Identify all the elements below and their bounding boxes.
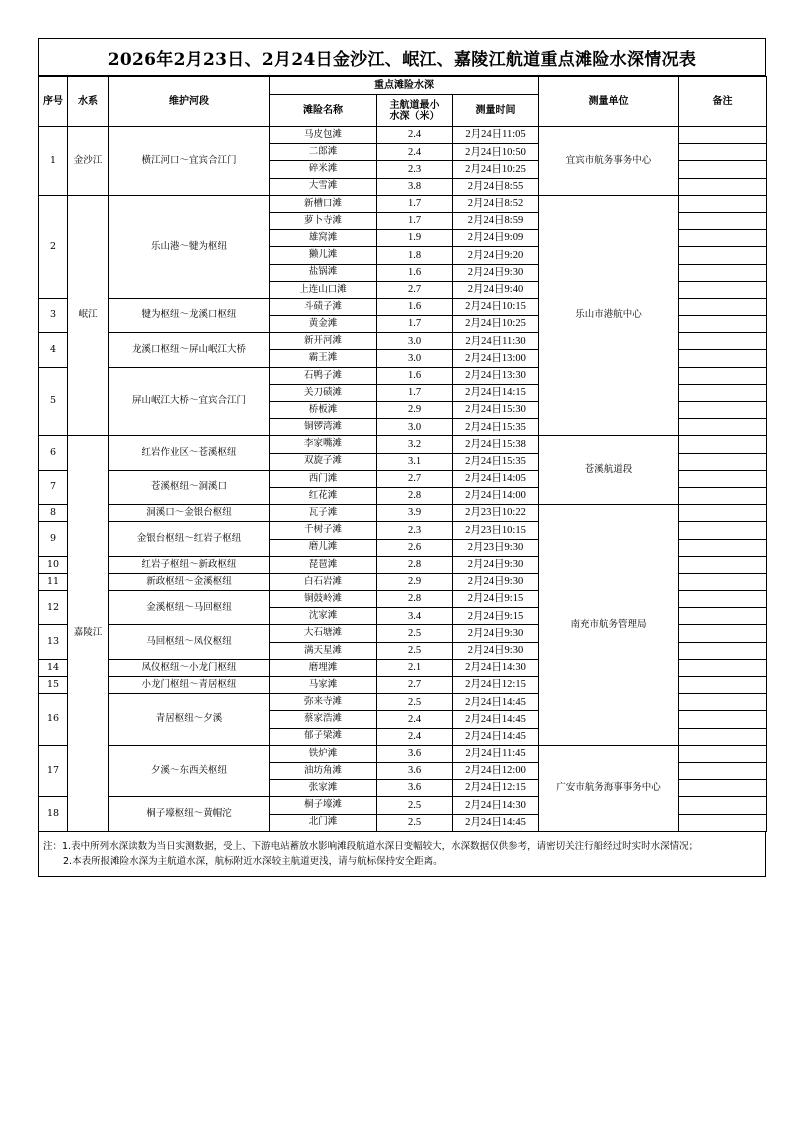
rapid-name: 磨埋滩 [270,659,377,676]
rapid-name: 瓦子滩 [270,505,377,522]
maintenance-section: 桐子壕枢纽～黄帽沱 [109,797,270,831]
remark-cell [679,608,767,625]
min-depth: 2.9 [377,573,453,590]
remark-cell [679,814,767,831]
table-row [39,436,767,453]
measure-time: 2月24日11:05 [453,127,539,144]
measure-time: 2月24日9:30 [453,625,539,642]
header-section: 维护河段 [109,77,270,127]
min-depth: 2.4 [377,728,453,745]
river-system: 金沙江 [68,127,109,196]
min-depth: 3.0 [377,333,453,350]
header-remark: 备注 [679,77,767,127]
maintenance-section: 红岩作业区～苍溪枢纽 [109,436,270,470]
remark-cell [679,230,767,247]
row-seq: 11 [39,573,68,590]
min-depth: 2.6 [377,539,453,556]
row-seq: 9 [39,522,68,556]
header-measure-time: 测量时间 [453,95,539,127]
rapid-name: 沈家滩 [270,608,377,625]
measure-time: 2月24日11:45 [453,745,539,762]
measure-time: 2月24日14:05 [453,470,539,487]
remark-cell [679,436,767,453]
remark-cell [679,573,767,590]
row-seq: 4 [39,333,68,367]
measure-unit: 苍溪航道段 [539,436,679,505]
remark-cell [679,522,767,539]
maintenance-section: 洞溪口～金银台枢纽 [109,505,270,522]
rapid-name: 大石塘滩 [270,625,377,642]
table-row [39,195,767,212]
measure-time: 2月24日9:09 [453,230,539,247]
rapid-name: 郁子梁滩 [270,728,377,745]
header-seq: 序号 [39,77,68,127]
remark-cell [679,745,767,762]
measure-time: 2月24日10:25 [453,316,539,333]
rapid-name: 蔡家浩滩 [270,711,377,728]
maintenance-section: 乐山港～犍为枢纽 [109,195,270,298]
rapid-name: 新开河滩 [270,333,377,350]
row-seq: 16 [39,694,68,746]
rapid-name: 二郎滩 [270,144,377,161]
min-depth: 2.4 [377,711,453,728]
row-seq: 15 [39,677,68,694]
remark-cell [679,539,767,556]
row-seq: 10 [39,556,68,573]
min-depth: 3.4 [377,608,453,625]
min-depth: 1.9 [377,230,453,247]
remark-cell [679,350,767,367]
min-depth: 2.8 [377,556,453,573]
row-seq: 18 [39,797,68,831]
row-seq: 6 [39,436,68,470]
min-depth: 1.7 [377,195,453,212]
water-depth-table [38,76,767,832]
remark-cell [679,711,767,728]
rapid-name: 关刀碛滩 [270,384,377,401]
remark-cell [679,367,767,384]
min-depth: 3.9 [377,505,453,522]
remark-cell [679,694,767,711]
min-depth: 2.4 [377,144,453,161]
rapid-name: 白石岩滩 [270,573,377,590]
remark-cell [679,505,767,522]
min-depth: 1.6 [377,264,453,281]
remark-cell [679,264,767,281]
remark-cell [679,677,767,694]
footnote-line-2: 2.本表所报滩险水深为主航道水深，航标附近水深较主航道更浅，请与航标保持安全距离。 [63,855,443,867]
measure-time: 2月23日9:30 [453,539,539,556]
measure-time: 2月24日9:20 [453,247,539,264]
remark-cell [679,728,767,745]
rapid-name: 石鸭子滩 [270,367,377,384]
remark-cell [679,453,767,470]
rapid-name: 萝卜寺滩 [270,212,377,229]
maintenance-section: 夕溪～东西关枢纽 [109,745,270,797]
report-sheet [38,38,766,877]
rapid-name: 上连山口滩 [270,281,377,298]
measure-time: 2月24日14:45 [453,694,539,711]
min-depth: 2.3 [377,161,453,178]
measure-time: 2月23日10:15 [453,522,539,539]
min-depth: 2.8 [377,591,453,608]
remark-cell [679,384,767,401]
header-river: 水系 [68,77,109,127]
min-depth: 2.5 [377,814,453,831]
remark-cell [679,195,767,212]
row-seq: 17 [39,745,68,797]
header-min-depth [377,95,453,127]
rapid-name: 红花滩 [270,487,377,504]
measure-time: 2月24日15:38 [453,436,539,453]
measure-time: 2月24日12:15 [453,677,539,694]
table-row [39,745,767,762]
min-depth: 2.3 [377,522,453,539]
table-row [39,505,767,522]
row-seq: 14 [39,659,68,676]
min-depth: 3.1 [377,453,453,470]
min-depth: 3.8 [377,178,453,195]
measure-unit: 南充市航务管理局 [539,505,679,746]
measure-time: 2月24日9:15 [453,591,539,608]
remark-cell [679,161,767,178]
min-depth: 1.8 [377,247,453,264]
min-depth: 1.7 [377,384,453,401]
measure-time: 2月24日14:45 [453,711,539,728]
measure-time: 2月24日14:00 [453,487,539,504]
rapid-name: 大雪滩 [270,178,377,195]
measure-time: 2月24日11:30 [453,333,539,350]
measure-time: 2月24日14:45 [453,728,539,745]
min-depth: 3.0 [377,419,453,436]
remark-cell [679,144,767,161]
remark-cell [679,625,767,642]
maintenance-section: 苍溪枢纽～洞溪口 [109,470,270,504]
measure-time: 2月24日14:45 [453,814,539,831]
rapid-name: 雄窝滩 [270,230,377,247]
measure-time: 2月24日8:59 [453,212,539,229]
min-depth: 2.7 [377,677,453,694]
min-depth: 2.7 [377,470,453,487]
min-depth: 3.0 [377,350,453,367]
table-row [39,127,767,144]
header-rapid-name: 滩险名称 [270,95,377,127]
maintenance-section: 马回枢纽～凤仪枢纽 [109,625,270,659]
measure-time: 2月24日12:15 [453,780,539,797]
rapid-name: 马皮包滩 [270,127,377,144]
remark-cell [679,212,767,229]
measure-time: 2月24日14:30 [453,659,539,676]
measure-time: 2月24日10:50 [453,144,539,161]
header-min-depth-line1: 主航道最小 [389,99,440,111]
rapid-name: 马家滩 [270,677,377,694]
remark-cell [679,591,767,608]
min-depth: 2.8 [377,487,453,504]
min-depth: 1.7 [377,316,453,333]
table-body [39,127,767,832]
rapid-name: 盐锅滩 [270,264,377,281]
min-depth: 3.2 [377,436,453,453]
rapid-name: 张家滩 [270,780,377,797]
min-depth: 2.5 [377,797,453,814]
remark-cell [679,556,767,573]
remark-cell [679,127,767,144]
rapid-name: 李家嘴滩 [270,436,377,453]
footnote-line-1: 注：1.表中所列水深读数为当日实测数据，受上、下游电站蓄放水影响滩段航道水深日变幅较大，水深数据仅供参考，请密切关注行船经过时实时水深情况； [43,840,699,852]
measure-time: 2月24日14:30 [453,797,539,814]
rapid-name: 铜锣湾滩 [270,419,377,436]
rapid-name: 桥板滩 [270,402,377,419]
min-depth: 1.7 [377,212,453,229]
min-depth: 2.5 [377,642,453,659]
measure-unit: 广安市航务海事事务中心 [539,745,679,831]
min-depth: 2.4 [377,127,453,144]
rapid-name: 满天星滩 [270,642,377,659]
min-depth: 2.5 [377,694,453,711]
rapid-name: 磨儿滩 [270,539,377,556]
rapid-name: 西门滩 [270,470,377,487]
measure-time: 2月24日8:55 [453,178,539,195]
maintenance-section: 屏山岷江大桥～宜宾合江门 [109,367,270,436]
row-seq: 13 [39,625,68,659]
rapid-name: 铁炉滩 [270,745,377,762]
maintenance-section: 金银台枢纽～红岩子枢纽 [109,522,270,556]
rapid-name: 北门滩 [270,814,377,831]
measure-unit: 宜宾市航务事务中心 [539,127,679,196]
row-seq: 3 [39,298,68,332]
remark-cell [679,281,767,298]
rapid-name: 斗碛子滩 [270,298,377,315]
row-seq: 7 [39,470,68,504]
rapid-name: 黄金滩 [270,316,377,333]
remark-cell [679,487,767,504]
measure-unit: 乐山市港航中心 [539,195,679,436]
remark-cell [679,333,767,350]
measure-time: 2月24日14:15 [453,384,539,401]
remark-cell [679,797,767,814]
rapid-name: 桐子壕滩 [270,797,377,814]
rapid-name: 獭儿滩 [270,247,377,264]
maintenance-section: 小龙门枢纽～青居枢纽 [109,677,270,694]
measure-time: 2月24日9:40 [453,281,539,298]
min-depth: 2.5 [377,625,453,642]
rapid-name: 铜鼓岭滩 [270,591,377,608]
rapid-name: 千树子滩 [270,522,377,539]
measure-time: 2月24日9:30 [453,573,539,590]
remark-cell [679,659,767,676]
river-system: 岷江 [68,195,109,436]
rapid-name: 双旋子滩 [270,453,377,470]
maintenance-section: 红岩子枢纽～新政枢纽 [109,556,270,573]
measure-time: 2月23日10:22 [453,505,539,522]
measure-time: 2月24日8:52 [453,195,539,212]
header-unit: 测量单位 [539,77,679,127]
remark-cell [679,419,767,436]
min-depth: 3.6 [377,745,453,762]
remark-cell [679,316,767,333]
measure-time: 2月24日9:30 [453,556,539,573]
maintenance-section: 凤仪枢纽～小龙门枢纽 [109,659,270,676]
remark-cell [679,470,767,487]
footnote [38,832,766,877]
maintenance-section: 金溪枢纽～马回枢纽 [109,591,270,625]
remark-cell [679,762,767,779]
header-min-depth-line2: 水深（米） [389,110,440,122]
measure-time: 2月24日10:25 [453,161,539,178]
min-depth: 3.6 [377,780,453,797]
row-seq: 2 [39,195,68,298]
min-depth: 3.6 [377,762,453,779]
maintenance-section: 新政枢纽～金溪枢纽 [109,573,270,590]
measure-time: 2月24日15:35 [453,419,539,436]
rapid-name: 琵琶滩 [270,556,377,573]
measure-time: 2月24日9:15 [453,608,539,625]
min-depth: 2.9 [377,402,453,419]
remark-cell [679,402,767,419]
maintenance-section: 青居枢纽～夕溪 [109,694,270,746]
remark-cell [679,780,767,797]
min-depth: 1.6 [377,367,453,384]
rapid-name: 碎米滩 [270,161,377,178]
remark-cell [679,247,767,264]
remark-cell [679,298,767,315]
measure-time: 2月24日15:35 [453,453,539,470]
measure-time: 2月24日15:30 [453,402,539,419]
header-key-rapids-depth: 重点滩险水深 [270,77,539,95]
rapid-name: 弥来寺滩 [270,694,377,711]
row-seq: 1 [39,127,68,196]
measure-time: 2月24日9:30 [453,642,539,659]
maintenance-section: 横江河口～宜宾合江门 [109,127,270,196]
measure-time: 2月24日10:15 [453,298,539,315]
maintenance-section: 犍为枢纽～龙溪口枢纽 [109,298,270,332]
rapid-name: 霸王滩 [270,350,377,367]
min-depth: 2.7 [377,281,453,298]
measure-time: 2月24日13:30 [453,367,539,384]
rapid-name: 新槽口滩 [270,195,377,212]
maintenance-section: 龙溪口枢纽～屏山岷江大桥 [109,333,270,367]
row-seq: 5 [39,367,68,436]
measure-time: 2月24日12:00 [453,762,539,779]
measure-time: 2月24日13:00 [453,350,539,367]
measure-time: 2月24日9:30 [453,264,539,281]
remark-cell [679,178,767,195]
min-depth: 2.1 [377,659,453,676]
row-seq: 8 [39,505,68,522]
row-seq: 12 [39,591,68,625]
report-title: 2026年2月23日、2月24日金沙江、岷江、嘉陵江航道重点滩险水深情况表 [38,38,766,76]
min-depth: 1.6 [377,298,453,315]
remark-cell [679,642,767,659]
river-system: 嘉陵江 [68,436,109,831]
rapid-name: 油坊角滩 [270,762,377,779]
